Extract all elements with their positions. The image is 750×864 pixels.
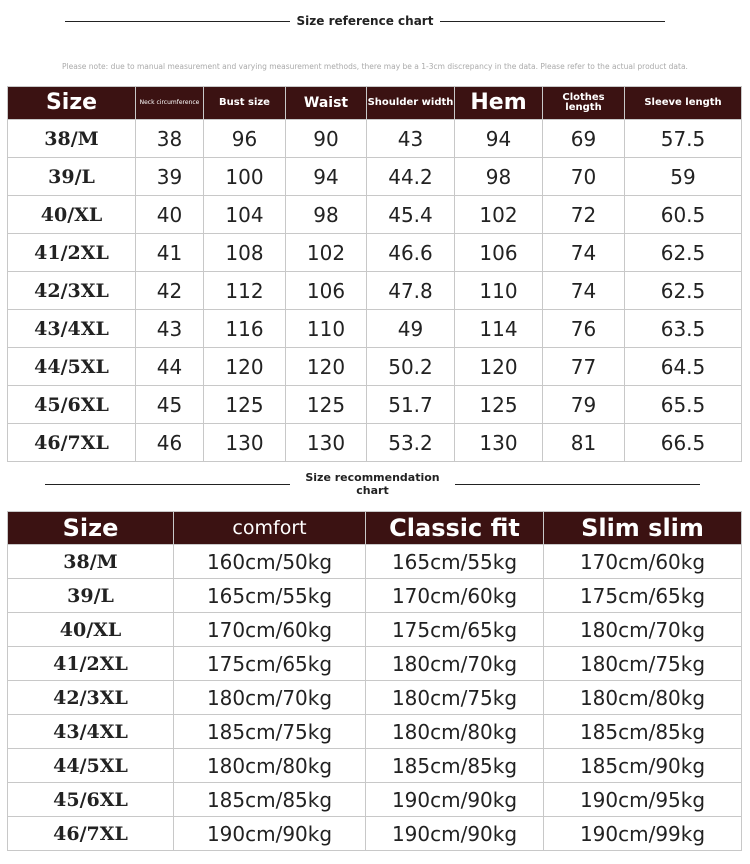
value-cell: 125	[455, 386, 543, 424]
table-header-row	[8, 512, 742, 545]
value-cell: 170cm/60kg	[366, 579, 544, 613]
size-cell: 46/7XL	[8, 424, 136, 462]
value-cell: 74	[543, 272, 625, 310]
value-cell: 114	[455, 310, 543, 348]
value-cell: 165cm/55kg	[366, 545, 544, 579]
value-cell: 102	[286, 234, 367, 272]
header-clothes-length: Clothes length	[543, 87, 625, 120]
header-size: Size	[8, 87, 136, 120]
value-cell: 185cm/85kg	[174, 783, 366, 817]
table-row	[8, 681, 742, 715]
table-row	[8, 817, 742, 851]
table-row	[8, 749, 742, 783]
header-comfort: comfort	[174, 512, 366, 545]
table-row	[8, 348, 742, 386]
header-hem: Hem	[455, 87, 543, 120]
value-cell: 62.5	[625, 272, 742, 310]
value-cell: 175cm/65kg	[366, 613, 544, 647]
value-cell: 53.2	[367, 424, 455, 462]
value-cell: 112	[204, 272, 286, 310]
size-cell: 44/5XL	[8, 749, 174, 783]
value-cell: 66.5	[625, 424, 742, 462]
value-cell: 65.5	[625, 386, 742, 424]
value-cell: 180cm/80kg	[366, 715, 544, 749]
table-header-row	[8, 87, 742, 120]
value-cell: 64.5	[625, 348, 742, 386]
table-row	[8, 545, 742, 579]
size-recommendation-body	[8, 545, 742, 851]
value-cell: 125	[204, 386, 286, 424]
value-cell: 125	[286, 386, 367, 424]
size-cell: 45/6XL	[8, 386, 136, 424]
table-row	[8, 196, 742, 234]
table-row	[8, 579, 742, 613]
value-cell: 190cm/90kg	[366, 783, 544, 817]
size-cell: 44/5XL	[8, 348, 136, 386]
value-cell: 102	[455, 196, 543, 234]
value-cell: 180cm/75kg	[366, 681, 544, 715]
divider	[65, 21, 290, 22]
table-row	[8, 424, 742, 462]
recommendation-title-line1: Size recommendation	[305, 471, 440, 484]
value-cell: 42	[136, 272, 204, 310]
value-cell: 185cm/85kg	[366, 749, 544, 783]
value-cell: 116	[204, 310, 286, 348]
size-cell: 40/XL	[8, 613, 174, 647]
value-cell: 185cm/90kg	[544, 749, 742, 783]
value-cell: 44.2	[367, 158, 455, 196]
value-cell: 190cm/90kg	[174, 817, 366, 851]
size-cell: 46/7XL	[8, 817, 174, 851]
measurement-note: Please note: due to manual measurement and varying measurement methods, there may be a 1-3cm discrepancy in the data. Please refer to the actual product data.	[62, 62, 688, 71]
size-cell: 38/M	[8, 545, 174, 579]
value-cell: 79	[543, 386, 625, 424]
value-cell: 49	[367, 310, 455, 348]
size-cell: 41/2XL	[8, 647, 174, 681]
value-cell: 59	[625, 158, 742, 196]
value-cell: 106	[286, 272, 367, 310]
value-cell: 190cm/99kg	[544, 817, 742, 851]
size-cell: 42/3XL	[8, 272, 136, 310]
value-cell: 130	[204, 424, 286, 462]
value-cell: 175cm/65kg	[544, 579, 742, 613]
size-cell: 45/6XL	[8, 783, 174, 817]
table-row	[8, 783, 742, 817]
size-reference-body	[8, 120, 742, 462]
value-cell: 165cm/55kg	[174, 579, 366, 613]
value-cell: 98	[286, 196, 367, 234]
value-cell: 76	[543, 310, 625, 348]
value-cell: 74	[543, 234, 625, 272]
recommendation-title-row	[0, 471, 750, 497]
recommendation-title-line2: chart	[356, 484, 389, 497]
value-cell: 62.5	[625, 234, 742, 272]
value-cell: 130	[455, 424, 543, 462]
value-cell: 45.4	[367, 196, 455, 234]
value-cell: 77	[543, 348, 625, 386]
table-row	[8, 272, 742, 310]
value-cell: 185cm/75kg	[174, 715, 366, 749]
value-cell: 180cm/80kg	[544, 681, 742, 715]
value-cell: 44	[136, 348, 204, 386]
value-cell: 190cm/95kg	[544, 783, 742, 817]
value-cell: 180cm/70kg	[174, 681, 366, 715]
size-cell: 42/3XL	[8, 681, 174, 715]
value-cell: 50.2	[367, 348, 455, 386]
value-cell: 90	[286, 120, 367, 158]
value-cell: 45	[136, 386, 204, 424]
value-cell: 70	[543, 158, 625, 196]
table-row	[8, 310, 742, 348]
value-cell: 175cm/65kg	[174, 647, 366, 681]
value-cell: 60.5	[625, 196, 742, 234]
value-cell: 46	[136, 424, 204, 462]
value-cell: 120	[455, 348, 543, 386]
size-cell: 43/4XL	[8, 715, 174, 749]
value-cell: 180cm/75kg	[544, 647, 742, 681]
header-shoulder: Shoulder width	[367, 87, 455, 120]
table-row	[8, 120, 742, 158]
header-waist: Waist	[286, 87, 367, 120]
table-row	[8, 234, 742, 272]
size-recommendation-table	[7, 511, 742, 851]
value-cell: 106	[455, 234, 543, 272]
value-cell: 72	[543, 196, 625, 234]
size-cell: 40/XL	[8, 196, 136, 234]
divider	[440, 21, 665, 22]
size-cell: 41/2XL	[8, 234, 136, 272]
value-cell: 51.7	[367, 386, 455, 424]
value-cell: 63.5	[625, 310, 742, 348]
table-row	[8, 715, 742, 749]
value-cell: 190cm/90kg	[366, 817, 544, 851]
divider	[455, 484, 700, 485]
size-reference-table	[7, 86, 742, 462]
value-cell: 100	[204, 158, 286, 196]
size-chart-title-row	[0, 15, 750, 28]
value-cell: 170cm/60kg	[174, 613, 366, 647]
value-cell: 43	[136, 310, 204, 348]
value-cell: 94	[455, 120, 543, 158]
header-sleeve-length: Sleeve length	[625, 87, 742, 120]
table-row	[8, 158, 742, 196]
value-cell: 160cm/50kg	[174, 545, 366, 579]
header-bust: Bust size	[204, 87, 286, 120]
value-cell: 185cm/85kg	[544, 715, 742, 749]
header-neck: Neck circumference	[136, 87, 204, 120]
header-classic-fit: Classic fit	[366, 512, 544, 545]
size-cell: 43/4XL	[8, 310, 136, 348]
value-cell: 94	[286, 158, 367, 196]
value-cell: 40	[136, 196, 204, 234]
recommendation-title	[290, 471, 455, 497]
value-cell: 43	[367, 120, 455, 158]
size-cell: 38/M	[8, 120, 136, 158]
size-chart-title: Size reference chart	[296, 14, 434, 28]
value-cell: 180cm/70kg	[544, 613, 742, 647]
table-row	[8, 386, 742, 424]
header-slim: Slim slim	[544, 512, 742, 545]
value-cell: 81	[543, 424, 625, 462]
table-row	[8, 613, 742, 647]
value-cell: 47.8	[367, 272, 455, 310]
value-cell: 130	[286, 424, 367, 462]
divider	[45, 484, 290, 485]
value-cell: 120	[286, 348, 367, 386]
value-cell: 38	[136, 120, 204, 158]
value-cell: 180cm/80kg	[174, 749, 366, 783]
header-size: Size	[8, 512, 174, 545]
size-cell: 39/L	[8, 158, 136, 196]
value-cell: 96	[204, 120, 286, 158]
size-cell: 39/L	[8, 579, 174, 613]
value-cell: 57.5	[625, 120, 742, 158]
value-cell: 104	[204, 196, 286, 234]
value-cell: 41	[136, 234, 204, 272]
table-row	[8, 647, 742, 681]
value-cell: 108	[204, 234, 286, 272]
value-cell: 120	[204, 348, 286, 386]
value-cell: 170cm/60kg	[544, 545, 742, 579]
value-cell: 180cm/70kg	[366, 647, 544, 681]
value-cell: 69	[543, 120, 625, 158]
value-cell: 98	[455, 158, 543, 196]
value-cell: 110	[286, 310, 367, 348]
value-cell: 110	[455, 272, 543, 310]
value-cell: 46.6	[367, 234, 455, 272]
value-cell: 39	[136, 158, 204, 196]
